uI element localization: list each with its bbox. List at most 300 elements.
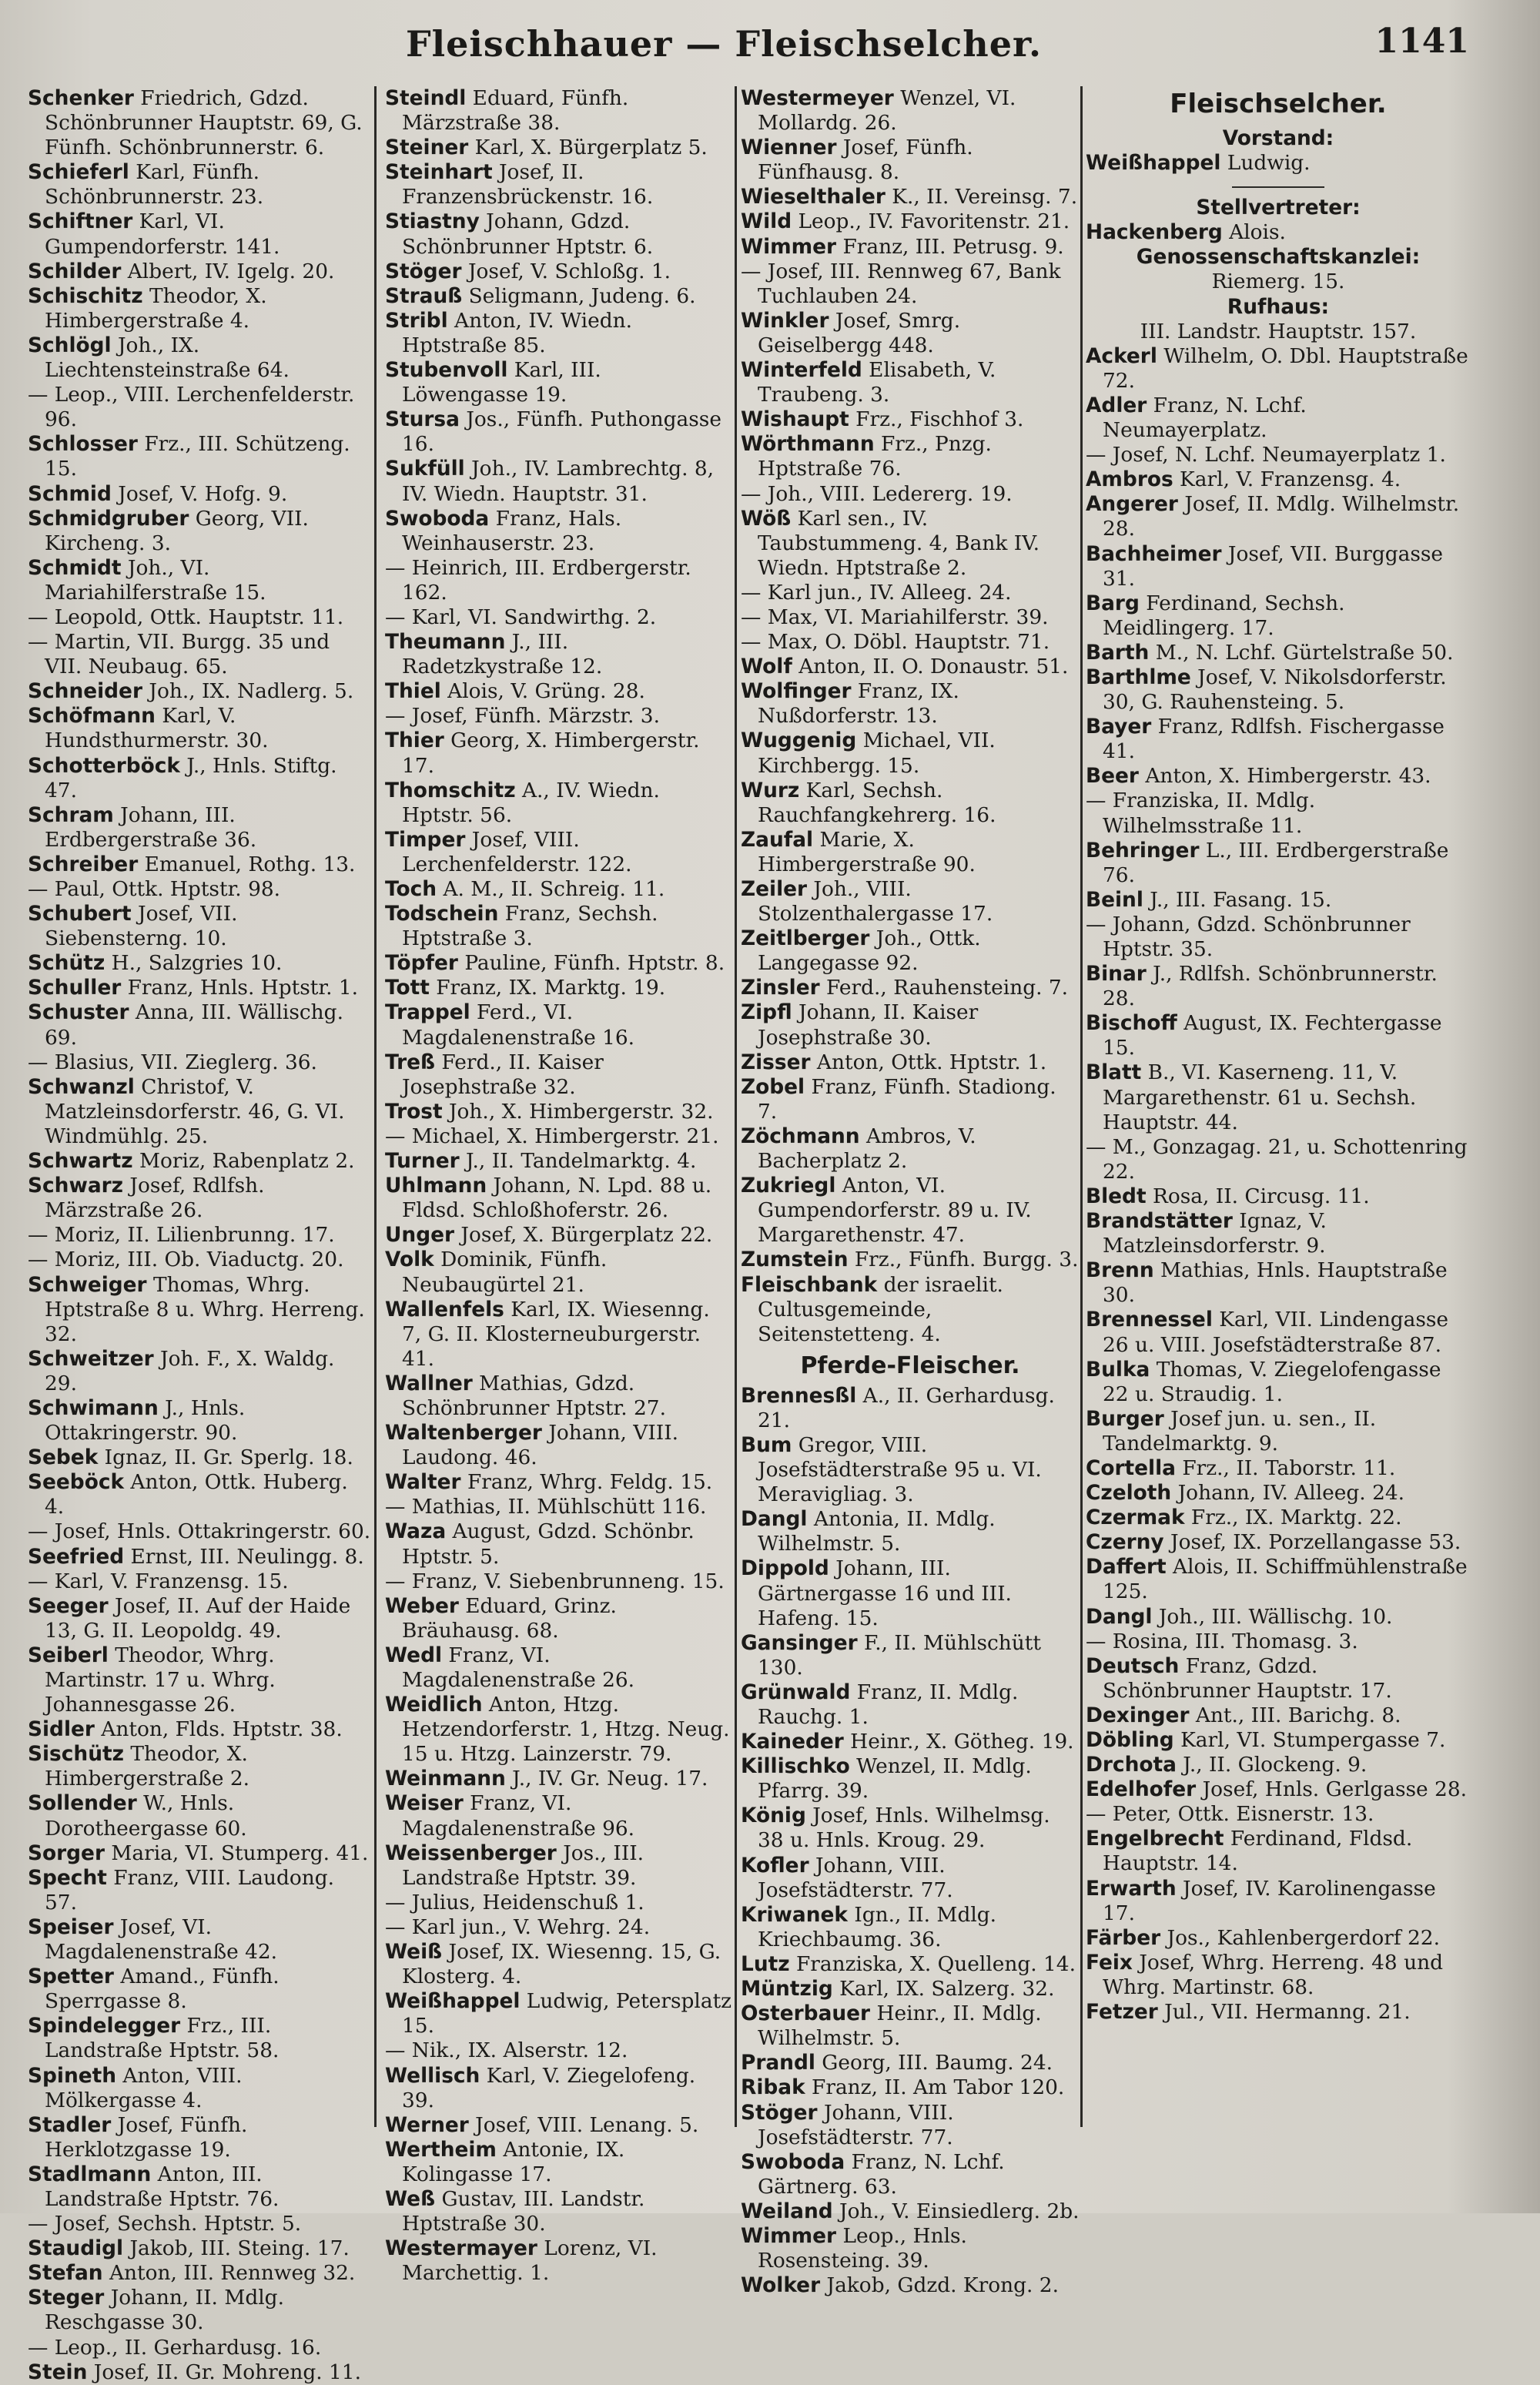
entry-details: Johann, VIII. Laudong. 46. — [402, 1421, 679, 1470]
entry-details: Ferdinand, Sechsh. Meidlingerg. 17. — [1103, 591, 1345, 640]
directory-entry — [385, 2038, 733, 2063]
entry-surname: Edelhofer — [1086, 1777, 1197, 1802]
directory-entry — [1086, 641, 1471, 665]
directory-entry — [741, 2224, 1080, 2273]
entry-surname: Drchota — [1086, 1753, 1177, 1777]
section-heading: Fleischselcher. — [1170, 89, 1387, 119]
entry-details: Heinr., X. Götheg. 19. — [843, 1730, 1074, 1754]
entry-details: H., Salzgries 10. — [105, 951, 283, 976]
entry-details: J., Hnls. Stiftg. 47. — [45, 753, 337, 802]
entry-details: Franz, Rdlfsh. Fischergasse 41. — [1103, 715, 1445, 764]
directory-entry — [28, 432, 373, 481]
subsection-heading: Vorstand: — [1222, 126, 1334, 150]
entry-details: Johann, Gdzd. Schönbrunner Hptstr. 6. — [402, 209, 654, 259]
directory-entry — [28, 1050, 373, 1075]
directory-entry — [385, 1767, 733, 1791]
entry-details: Karl, IX. Salzerg. 32. — [832, 1977, 1055, 2001]
entry-details: Antonie, IX. Kolingasse 17. — [402, 2137, 625, 2186]
entry-details: — Paul, Ottk. Hptstr. 98. — [28, 877, 281, 901]
entry-details: B., VI. Kaserneng. 11, V. Margarethenstr. 61 u. Sechsh. Hauptstr. 44. — [1103, 1060, 1417, 1134]
entry-details: Josef, V. Hofg. 9. — [111, 481, 288, 506]
directory-entry — [28, 1841, 373, 1866]
separator-rule — [1232, 186, 1324, 188]
directory-entry — [385, 951, 733, 976]
directory-entry — [741, 630, 1080, 655]
entry-details: Josef, VII. Burggasse 31. — [1103, 541, 1444, 591]
entry-surname: Theumann — [385, 630, 506, 655]
entry-details: Josef, Fünfh. Herklotzgasse 19. — [45, 2112, 248, 2162]
entry-details: Franz, Hnls. Hptstr. 1. — [121, 976, 359, 1000]
directory-entry — [385, 679, 733, 704]
directory-entry — [741, 1075, 1080, 1124]
directory-entry — [741, 679, 1080, 729]
entry-details: Karl, III. Löwengasse 19. — [402, 358, 601, 407]
directory-entry — [385, 1495, 733, 1519]
entry-surname: Daffert — [1086, 1555, 1167, 1579]
entry-details: Johann, II. Mdlg. Reschgasse 30. — [45, 2286, 284, 2335]
entry-details: Josef, VII. Siebensterng. 10. — [45, 902, 238, 951]
directory-entry — [385, 86, 733, 136]
entry-details: Joh., IX. Nadlerg. 5. — [142, 679, 354, 704]
entry-surname: Osterbauer — [741, 2001, 871, 2026]
entry-surname: Weiser — [385, 1791, 464, 1816]
entry-details: Georg, X. Himbergerstr. 17. — [402, 729, 700, 778]
entry-details: Josef, VIII. Lenang. 5. — [468, 2112, 699, 2137]
directory-entry — [385, 457, 733, 506]
entry-details: Johann, II. Kaiser Josephstraße 30. — [758, 1000, 979, 1050]
entry-surname: Schenker — [28, 86, 134, 110]
directory-entry — [385, 605, 733, 630]
entry-surname: Wieselthaler — [741, 185, 886, 209]
directory-entry — [741, 1804, 1080, 1853]
directory-entry — [28, 1742, 373, 1791]
entry-surname: Wimmer — [741, 234, 837, 259]
entry-details: Ant., III. Barichg. 8. — [1189, 1703, 1401, 1727]
entry-details: Johann, III. Erdbergerstraße 36. — [45, 802, 257, 852]
entry-details: Ign., II. Mdlg. Kriechbaumg. 36. — [758, 1902, 997, 1951]
directory-entry — [741, 655, 1080, 679]
directory-entry — [741, 581, 1080, 605]
entry-details: Alois. — [1222, 220, 1286, 245]
entry-surname: Wöß — [741, 506, 792, 531]
entry-surname: Spineth — [28, 2063, 117, 2088]
entry-surname: Seeger — [28, 1593, 109, 1618]
directory-entry — [1086, 913, 1471, 962]
entry-surname: Schlögl — [28, 333, 112, 357]
directory-entry — [28, 754, 373, 803]
entry-details: Franz, Whrg. Feldg. 15. — [460, 1470, 713, 1495]
entry-surname: Czermak — [1086, 1506, 1185, 1530]
entry-details: Joh., IX. Liechtensteinstraße 64. — [45, 333, 290, 383]
directory-entry — [385, 1298, 733, 1372]
entry-details: — Mathias, II. Mühlschütt 116. — [385, 1495, 707, 1519]
directory-entry — [741, 779, 1080, 828]
entry-surname: Brenn — [1086, 1258, 1154, 1283]
entry-details: — Michael, X. Himbergerstr. 21. — [385, 1124, 719, 1148]
directory-entry — [385, 2138, 733, 2187]
entry-surname: Dangl — [1086, 1604, 1153, 1629]
directory-entry — [28, 1149, 373, 1174]
subsection-heading: Stellvertreter: — [1196, 196, 1361, 220]
directory-entry — [28, 902, 373, 951]
entry-details: Frz., Fischhof 3. — [849, 407, 1024, 432]
directory-entry — [385, 828, 733, 877]
entry-details: — Josef, N. Lchf. Neumayerplatz 1. — [1086, 443, 1446, 467]
entry-surname: Schreiber — [28, 852, 139, 876]
entry-details: — Martin, VII. Burgg. 35 und VII. Neubaug. 65. — [28, 630, 330, 679]
page-title: Fleischhauer — Fleischselcher. — [405, 23, 1043, 65]
entry-details: — Julius, Heidenschuß 1. — [385, 1890, 644, 1914]
directory-entry — [741, 1124, 1080, 1174]
entry-details: Anton, II. O. Donaustr. 51. — [792, 655, 1069, 679]
entry-details: Albert, IV. Igelg. 20. — [121, 259, 335, 283]
directory-entry — [385, 976, 733, 1000]
directory-entry — [28, 1915, 373, 1965]
entry-surname: Weinmann — [385, 1767, 506, 1791]
directory-entry — [385, 136, 733, 160]
entry-details: Franz, Hals. Weinhauserstr. 23. — [402, 506, 622, 555]
directory-entry — [1086, 1728, 1471, 1753]
entry-details: Joh., V. Einsiedlerg. 2b. — [832, 2199, 1080, 2223]
entry-surname: Sebek — [28, 1445, 99, 1470]
directory-entry — [741, 1174, 1080, 1248]
entry-details: Josef, Whrg. Herreng. 48 und Whrg. Martinstr. 68. — [1103, 1950, 1443, 1999]
directory-entry — [28, 1223, 373, 1248]
subsection-heading: Genossenschaftskanzlei: — [1136, 245, 1421, 270]
entry-details: Josef, V. Nikolsdorferstr. 30, G. Rauhensteing. 5. — [1103, 665, 1447, 715]
entry-surname: Volk — [385, 1248, 434, 1272]
entry-details: J., Hnls. Ottakringerstr. 90. — [45, 1395, 246, 1445]
entry-surname: Schilder — [28, 259, 122, 283]
directory-entry — [385, 1841, 733, 1891]
entry-surname: Zukriegl — [741, 1174, 836, 1198]
entry-details: Johann, VIII. Josefstädterstr. 77. — [758, 1853, 953, 1902]
entry-surname: Timper — [385, 827, 466, 852]
entry-details: August, Gdzd. Schönbr. Hptstr. 5. — [402, 1519, 695, 1569]
entry-surname: Wolf — [741, 655, 792, 679]
directory-entry — [385, 1915, 733, 1940]
entry-details: Josef, Smrg. Geiselbergg 448. — [758, 308, 961, 357]
entry-details: Karl, VI. Stumpergasse 7. — [1173, 1728, 1446, 1752]
entry-surname: Thier — [385, 729, 444, 753]
directory-entry — [385, 779, 733, 828]
entry-surname: Schneider — [28, 679, 142, 704]
entry-details: Josef, IX. Porzellangasse 53. — [1163, 1530, 1461, 1555]
entry-details: Josef, VIII. Lerchenfelderstr. 122. — [402, 827, 632, 876]
directory-entry — [385, 1519, 733, 1569]
entry-details: Josef, II. Franzensbrückenstr. 16. — [402, 160, 654, 209]
entry-details: Anton, III. Landstraße Hptstr. 76. — [45, 2162, 280, 2211]
entry-surname: Weidlich — [385, 1693, 483, 1717]
entry-surname: Czeloth — [1086, 1481, 1172, 1506]
directory-entry — [385, 1791, 733, 1841]
entry-details: Anton, VI. Gumpendorferstr. 89 u. IV. Margarethenstr. 47. — [758, 1174, 1032, 1248]
directory-entry — [28, 383, 373, 432]
entry-surname: Schotterböck — [28, 753, 180, 778]
directory-entry — [741, 2051, 1080, 2075]
entry-details: Leop., IV. Favoritenstr. 21. — [792, 209, 1070, 234]
entry-surname: Behringer — [1086, 838, 1200, 863]
entry-surname: Stiastny — [385, 209, 480, 234]
entry-details: — Peter, Ottk. Eisnerstr. 13. — [1086, 1802, 1374, 1827]
directory-entry — [741, 729, 1080, 778]
subsection-heading: Rufhaus: — [1227, 294, 1330, 319]
entry-surname: Thiel — [385, 679, 441, 704]
entry-surname: Trappel — [385, 1000, 470, 1025]
entry-surname: Töpfer — [385, 951, 458, 976]
directory-entry — [385, 309, 733, 358]
directory-entry — [1086, 1456, 1471, 1481]
entry-surname: Steindl — [385, 86, 467, 110]
directory-entry — [28, 482, 373, 507]
entry-surname: Kriwanek — [741, 1902, 848, 1927]
entry-details: Josef, Hnls. Gerlgasse 28. — [1196, 1777, 1468, 1802]
entry-surname: Wild — [741, 209, 792, 234]
entry-details: Franz, II. Mdlg. Rauchg. 1. — [758, 1680, 1019, 1729]
directory-entry — [1086, 443, 1471, 467]
directory-entry — [1086, 1481, 1471, 1506]
entry-surname: Weß — [385, 2186, 436, 2211]
directory-entry — [385, 284, 733, 309]
entry-details: — Josef, Hnls. Ottakringerstr. 60. — [28, 1519, 371, 1544]
entry-details: J., III. Fasang. 15. — [1143, 887, 1332, 912]
entry-details: Anton, IV. Wiedn. Hptstraße 85. — [402, 308, 632, 357]
directory-entry — [385, 704, 733, 729]
entry-details: Ignaz, V. Matzleinsdorferstr. 9. — [1103, 1209, 1327, 1258]
entry-details: Franz, N. Lchf. Gärtnerg. 63. — [758, 2149, 1005, 2199]
directory-entry — [1086, 591, 1471, 641]
entry-surname: Döbling — [1086, 1728, 1174, 1752]
entry-details: Karl, VII. Lindengasse 26 u. VIII. Josefstädterstraße 87. — [1103, 1308, 1449, 1357]
entry-surname: Gansinger — [741, 1630, 858, 1655]
directory-entry — [385, 2236, 733, 2286]
entry-details: Jakob, III. Steing. 17. — [123, 2236, 350, 2261]
directory-entry — [741, 1730, 1080, 1754]
entry-surname: Dippold — [741, 1556, 829, 1581]
directory-entry — [385, 209, 733, 259]
entry-surname: Bum — [741, 1432, 792, 1457]
entry-surname: Zumstein — [741, 1248, 849, 1272]
entry-surname: Wishaupt — [741, 407, 849, 432]
entry-details: Christof, V. Matzleinsdorferstr. 46, G. VI. Windmühlg. 25. — [45, 1074, 345, 1148]
directory-entry — [1086, 1506, 1471, 1530]
entry-surname: Brennessel — [1086, 1308, 1213, 1332]
entry-details: Karl, V. Franzensg. 4. — [1173, 467, 1401, 492]
entry-details: M., N. Lchf. Gürtelstraße 50. — [1149, 640, 1454, 665]
entry-surname: Waza — [385, 1519, 447, 1544]
directory-entry — [28, 2360, 373, 2385]
directory-entry — [741, 1050, 1080, 1075]
entry-details: Eduard, Fünfh. Märzstraße 38. — [402, 86, 629, 136]
entry-surname: Hackenberg — [1086, 220, 1223, 245]
directory-entry — [1086, 542, 1471, 591]
directory-entry — [741, 2001, 1080, 2051]
entry-details: Lorenz, VI. Marchettig. 1. — [402, 2236, 658, 2286]
entry-surname: Schieferl — [28, 160, 129, 185]
directory-entry — [1086, 1877, 1471, 1926]
address-line: III. Landstr. Hauptstr. 157. — [1140, 319, 1417, 343]
column-divider — [735, 86, 737, 2127]
entry-surname: Kaineder — [741, 1730, 844, 1754]
entry-surname: Angerer — [1086, 492, 1178, 517]
entry-surname: Wallenfels — [385, 1297, 504, 1321]
entry-surname: Wedl — [385, 1643, 443, 1667]
directory-entry — [28, 1248, 373, 1272]
directory-entry — [1086, 839, 1471, 888]
entry-surname: Swoboda — [741, 2149, 845, 2174]
entry-details: Franz, III. Petrusg. 9. — [836, 234, 1064, 259]
entry-details: Frz., Fünfh. Burgg. 3. — [848, 1248, 1079, 1272]
entry-surname: Kofler — [741, 1853, 809, 1878]
entry-details: Michael, VII. Kirchbergg. 15. — [758, 729, 996, 778]
entry-surname: Zipfl — [741, 1000, 792, 1025]
directory-entry — [385, 902, 733, 951]
entry-details: Anton, VIII. Mölkergasse 4. — [45, 2063, 243, 2112]
entry-surname: Weiland — [741, 2199, 833, 2223]
entry-surname: Fetzer — [1086, 2000, 1158, 2025]
directory-entry — [28, 1445, 373, 1470]
entry-details: Anton, III. Rennweg 32. — [102, 2261, 356, 2286]
directory-entry — [28, 86, 373, 160]
directory-entry — [1086, 1777, 1471, 1802]
entry-surname: Steiner — [385, 136, 469, 160]
entry-details: Josef, Hnls. Wilhelmsg. 38 u. Hnls. Kroug. 29. — [758, 1804, 1050, 1853]
entry-surname: Weissenberger — [385, 1841, 557, 1865]
entry-surname: Specht — [28, 1865, 107, 1890]
entry-surname: Steinhart — [385, 160, 493, 185]
directory-entry — [741, 1507, 1080, 1556]
directory-entry — [741, 2075, 1080, 2100]
directory-entry — [741, 877, 1080, 926]
entry-surname: Wolfinger — [741, 679, 852, 704]
entry-details: Karl, X. Bürgerplatz 5. — [468, 136, 708, 160]
directory-entry — [1086, 715, 1471, 764]
entry-surname: Schubert — [28, 902, 132, 926]
directory-entry — [385, 1569, 733, 1594]
entry-surname: Beinl — [1086, 887, 1143, 912]
directory-entry — [1086, 394, 1471, 443]
entry-surname: Werner — [385, 2112, 469, 2137]
entry-surname: Westermeyer — [741, 86, 894, 110]
entry-details: — Josef, III. Rennweg 67, Bank Tuchlauben 24. — [741, 259, 1061, 308]
entry-surname: Wallner — [385, 1371, 473, 1395]
entry-surname: Sischütz — [28, 1742, 124, 1767]
entry-details: Joh., Ottk. Langegasse 92. — [758, 926, 981, 976]
entry-surname: Ambros — [1086, 467, 1173, 492]
directory-entry — [741, 309, 1080, 358]
entry-surname: Swoboda — [385, 506, 490, 531]
directory-entry — [28, 1569, 373, 1594]
directory-entry — [1086, 1802, 1471, 1827]
directory-entry — [28, 605, 373, 630]
directory-entry — [741, 2199, 1080, 2224]
entry-details: A., IV. Wiedn. Hptstr. 56. — [402, 778, 660, 827]
entry-details: Jos., Kahlenbergerdorf 22. — [1160, 1925, 1440, 1950]
entry-details: F., II. Mühlschütt 130. — [758, 1630, 1041, 1680]
entry-surname: Zeitlberger — [741, 926, 870, 951]
entry-surname: Weiß — [385, 1940, 443, 1965]
column-divider — [374, 86, 377, 2127]
entry-details: Anton, Flds. Hptstr. 38. — [94, 1717, 343, 1742]
entry-details: Dominik, Fünfh. Neubaugürtel 21. — [402, 1248, 608, 1297]
entry-details: Ernst, III. Neulingg. 8. — [124, 1544, 364, 1569]
entry-surname: Wimmer — [741, 2223, 837, 2248]
entry-details: — Nik., IX. Alserstr. 12. — [385, 2038, 628, 2063]
directory-entry — [1086, 1407, 1471, 1456]
entry-surname: Schwimann — [28, 1395, 159, 1420]
directory-entry — [28, 507, 373, 556]
entry-surname: Stubenvoll — [385, 358, 508, 383]
entry-details: — Moriz, II. Lilienbrunng. 17. — [28, 1223, 335, 1248]
directory-entry — [1086, 962, 1471, 1011]
entry-surname: Bischoff — [1086, 1011, 1177, 1036]
entry-details: Wenzel, II. Mdlg. Pfarrg. 39. — [758, 1754, 1032, 1804]
directory-entry — [385, 1372, 733, 1421]
entry-details: Josef, II. Gr. Mohreng. 11. — [87, 2360, 361, 2384]
directory-entry — [741, 260, 1080, 309]
directory-entry — [741, 1680, 1080, 1730]
directory-entry — [1086, 1827, 1471, 1876]
directory-entry — [741, 1854, 1080, 1903]
directory-entry — [741, 185, 1080, 209]
directory-entry — [28, 2336, 373, 2360]
directory-entry — [741, 209, 1080, 234]
entry-details: — Karl jun., V. Wehrg. 24. — [385, 1914, 651, 1939]
entry-surname: Thomschitz — [385, 778, 516, 802]
entry-details: Georg, VII. Kircheng. 3. — [45, 506, 309, 555]
entry-details: Ferd., II. Kaiser Josephstraße 32. — [402, 1050, 604, 1099]
entry-details: J., Rdlfsh. Schönbrunnerstr. 28. — [1103, 962, 1438, 1011]
entry-details: Ludwig. — [1220, 151, 1311, 176]
directory-entry — [741, 976, 1080, 1000]
entry-surname: Stadlmann — [28, 2162, 152, 2186]
directory-entry — [28, 976, 373, 1000]
entry-details: Joh., X. Himbergerstr. 32. — [442, 1099, 714, 1124]
column-4 — [1086, 86, 1471, 2025]
entry-surname: Sidler — [28, 1717, 95, 1742]
entry-details: Ignaz, II. Gr. Sperlg. 18. — [98, 1445, 353, 1470]
entry-details: L., III. Erdbergerstraße 76. — [1103, 838, 1449, 887]
directory-entry — [1086, 344, 1471, 394]
entry-surname: Sorger — [28, 1841, 105, 1865]
directory-entry — [28, 1075, 373, 1149]
entry-surname: Schweiger — [28, 1272, 147, 1297]
entry-surname: Wuggenig — [741, 729, 857, 753]
entry-surname: Toch — [385, 877, 437, 901]
entry-surname: Waltenberger — [385, 1421, 542, 1445]
page-number: 1141 — [1374, 22, 1469, 61]
entry-details: Gustav, III. Landstr. Hptstraße 30. — [402, 2186, 645, 2236]
entry-surname: Barthlme — [1086, 665, 1191, 689]
entry-details: — Max, O. Döbl. Hauptstr. 71. — [741, 630, 1050, 655]
entry-surname: Adler — [1086, 393, 1147, 417]
entry-surname: Ackerl — [1086, 343, 1157, 368]
entry-surname: Brandstätter — [1086, 1209, 1233, 1234]
entry-details: Frz., III. Landstraße Hptstr. 58. — [45, 2014, 280, 2063]
entry-surname: Winkler — [741, 308, 829, 333]
directory-entry — [28, 1519, 373, 1544]
entry-surname: Bayer — [1086, 715, 1152, 739]
entry-surname: Cortella — [1086, 1455, 1176, 1480]
column-2 — [385, 86, 733, 2286]
directory-entry — [1086, 2000, 1471, 2025]
entry-details: Marie, X. Himbergerstraße 90. — [758, 827, 976, 876]
directory-entry — [741, 1384, 1080, 1433]
entry-surname: Engelbrecht — [1086, 1827, 1224, 1851]
directory-entry — [1086, 1258, 1471, 1308]
entry-details: Josef, V. Schloßg. 1. — [461, 259, 671, 283]
entry-surname: Tott — [385, 976, 430, 1000]
